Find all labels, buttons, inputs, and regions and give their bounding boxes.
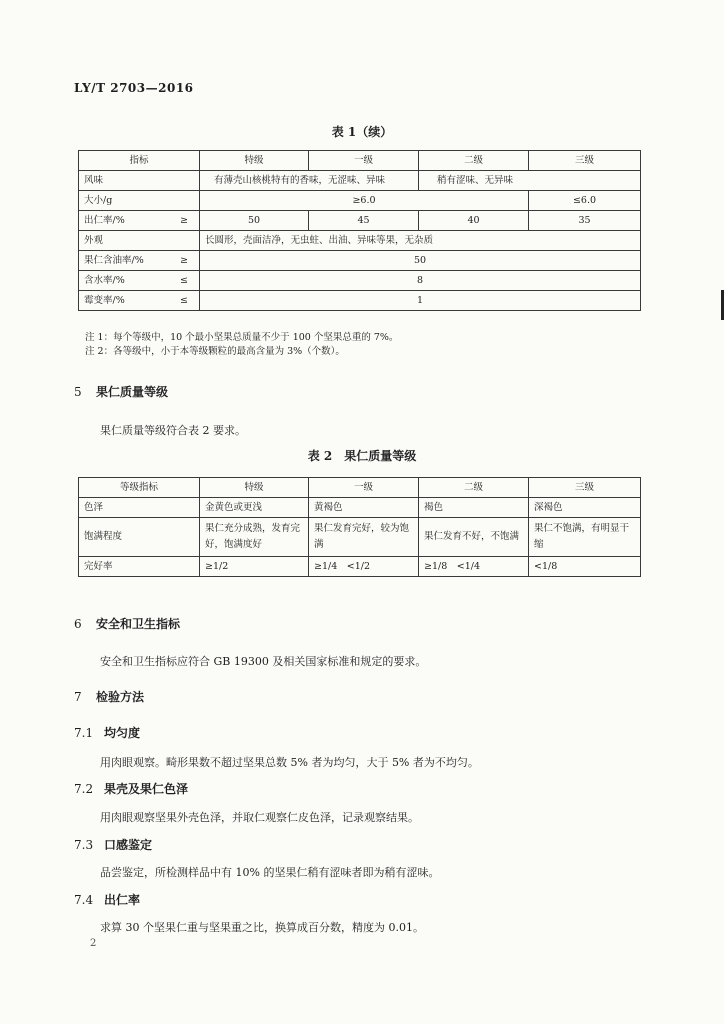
section-7-1-text: 用肉眼观察。畸形果数不超过坚果总数 5% 者为均匀，大于 5% 者为不均匀。 [100,756,479,769]
cell-yield: 35 [529,211,641,231]
section-7-2-heading [74,780,188,797]
cell-flavor-top: 有薄壳山核桃特有的香味，无涩味、异味 [200,171,419,191]
cell-yield: 50 [200,211,309,231]
row-label-fullness: 饱满程度 [79,518,200,557]
table-note: 注 2：各等级中，小于本等级颗粒的最高含量为 3%（个数）。 [85,346,345,357]
cell-oil: 50 [200,251,641,271]
section-number: 7.4 [74,893,94,907]
section-5-text: 果仁质量等级符合表 2 要求。 [100,424,246,437]
section-number: 7.2 [74,782,94,796]
row-label-oil [79,251,200,271]
section-title: 出仁率 [104,893,141,907]
table-row [79,498,641,518]
table2-header-cell: 一级 [309,478,419,498]
row-label-text: 出仁率/% [84,214,125,226]
operator-symbol: ≤ [180,294,188,306]
cell-color: 深褐色 [529,498,641,518]
row-label-water [79,271,200,291]
row-label-size: 大小/g [79,191,200,211]
section-6-heading [74,615,180,632]
section-7-4-heading [74,891,140,908]
row-label-color: 色泽 [79,498,200,518]
table1-header-cell: 二级 [419,151,529,171]
table-row [79,557,641,577]
section-7-3-text: 品尝鉴定，所检测样品中有 10% 的坚果仁稍有涩味者即为稍有涩味。 [100,866,440,879]
section-7-3-heading [74,836,152,853]
section-number: 5 [74,385,82,399]
operator-symbol: ≤ [180,274,188,286]
cell-appearance: 长圆形，壳面洁净，无虫蛀、出油、异味等果，无杂质 [200,231,641,251]
section-number: 6 [74,617,82,631]
section-number: 7.3 [74,838,94,852]
section-title: 均匀度 [104,726,141,740]
cell-intact: ≥1/4 <1/2 [309,557,419,577]
table-row [79,191,641,211]
table1-header-cell: 一级 [309,151,419,171]
table1 [78,150,641,311]
table2 [78,477,641,577]
table2-header-cell: 二级 [419,478,529,498]
row-label-text: 果仁含油率/% [84,254,144,266]
table1-header-cell: 指标 [79,151,200,171]
table2-header-row [79,478,641,498]
cell-fullness: 果仁充分成熟，发育完好，饱满度好 [200,518,309,557]
table2-header-cell: 特级 [200,478,309,498]
section-7-1-heading [74,724,140,741]
section-7-heading [74,688,144,705]
section-7-4-text: 求算 30 个坚果仁重与坚果重之比，换算成百分数，精度为 0.01。 [100,921,424,934]
table1-header-cell: 特级 [200,151,309,171]
table-row [79,518,641,557]
table1-header-cell: 三级 [529,151,641,171]
cell-size-top: ≥6.0 [200,191,529,211]
cell-color: 金黄色或更浅 [200,498,309,518]
section-5-heading [74,383,168,400]
cell-fullness: 果仁发育完好，较为饱满 [309,518,419,557]
operator-symbol: ≥ [180,214,188,226]
cell-yield: 40 [419,211,529,231]
section-6-text: 安全和卫生指标应符合 GB 19300 及相关国家标准和规定的要求。 [100,655,427,668]
operator-symbol: ≥ [180,254,188,266]
section-7-2-text: 用肉眼观察坚果外壳色泽，并取仁观察仁皮色泽，记录观察结果。 [100,811,419,824]
cell-color: 黄褐色 [309,498,419,518]
row-label-mold [79,291,200,311]
section-title: 检验方法 [96,690,145,704]
row-label-flavor: 风味 [79,171,200,191]
cell-intact: ≥1/2 [200,557,309,577]
row-label-intact: 完好率 [79,557,200,577]
cell-fullness: 果仁发育不好，不饱满 [419,518,529,557]
cell-size-lower: ≤6.0 [529,191,641,211]
cell-yield: 45 [309,211,419,231]
standard-code-header: LY/T 2703—2016 [74,81,194,95]
section-number: 7.1 [74,726,94,740]
row-label-appearance: 外观 [79,231,200,251]
section-title: 果仁质量等级 [96,385,169,399]
row-label-yield [79,211,200,231]
table-row [79,271,641,291]
table2-header-cell: 等级指标 [79,478,200,498]
table-row [79,211,641,231]
cell-fullness: 果仁不饱满，有明显干缩 [529,518,641,557]
table1-notes [85,331,398,359]
section-title: 口感鉴定 [104,838,153,852]
table2-caption: 表 2 果仁质量等级 [307,449,417,463]
cell-mold: 1 [200,291,641,311]
table1-header-row [79,151,641,171]
table-row [79,231,641,251]
section-title: 果壳及果仁色泽 [104,782,189,796]
row-label-text: 含水率/% [84,274,125,286]
table2-header-cell: 三级 [529,478,641,498]
cell-intact: ≥1/8 <1/4 [419,557,529,577]
cell-intact: <1/8 [529,557,641,577]
section-number: 7 [74,690,82,704]
page-number: 2 [90,938,97,949]
table1-caption: 表 1（续） [331,125,393,139]
cell-color: 褐色 [419,498,529,518]
table-row [79,171,641,191]
table-row [79,251,641,271]
table-note: 注 1：每个等级中，10 个最小坚果总质量不少于 100 个坚果总重的 7%。 [85,332,399,343]
row-label-text: 霉变率/% [84,294,125,306]
section-title: 安全和卫生指标 [96,617,181,631]
table-row [79,291,641,311]
cell-flavor-lower: 稍有涩味、无异味 [419,171,641,191]
cell-water: 8 [200,271,641,291]
